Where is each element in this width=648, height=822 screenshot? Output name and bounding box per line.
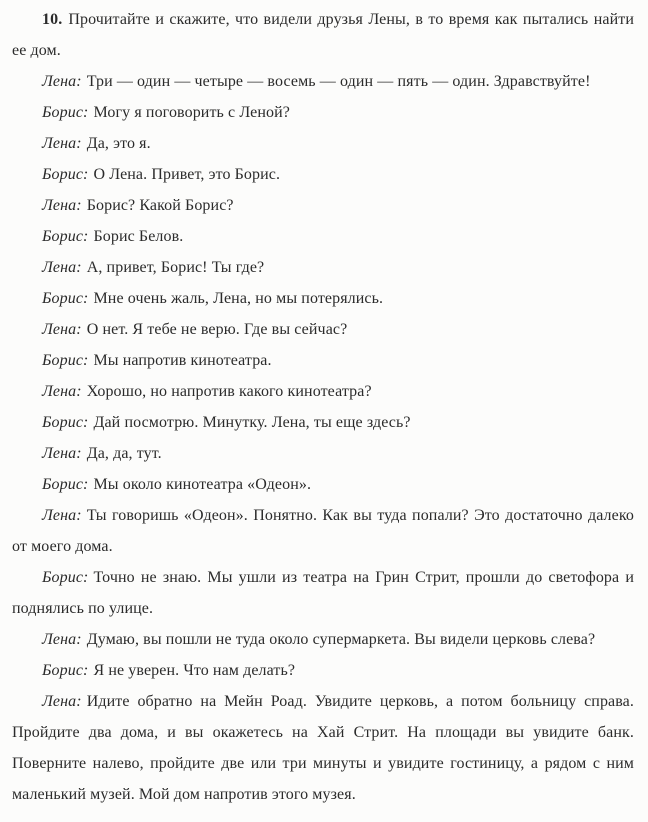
speaker-name: Борис: xyxy=(42,476,89,493)
dialogue-line xyxy=(12,190,634,221)
dialogue-line xyxy=(12,469,634,500)
speaker-name: Лена: xyxy=(42,693,82,710)
dialogue-line xyxy=(12,655,634,686)
speaker-name: Борис: xyxy=(42,569,89,586)
utterance: Хорошо, но напротив какого кинотеатра? xyxy=(86,383,372,400)
dialogue-line xyxy=(12,500,634,562)
utterance: Мне очень жаль, Лена, но мы потерялись. xyxy=(93,290,384,307)
utterance: О нет. Я тебе не верю. Где вы сейчас? xyxy=(86,321,348,338)
exercise-heading xyxy=(12,4,634,66)
utterance: Мы напротив кинотеатра. xyxy=(93,352,272,369)
dialogue-line xyxy=(12,252,634,283)
exercise-number: 10. xyxy=(42,11,63,28)
dialogue-line xyxy=(12,376,634,407)
dialogue-line xyxy=(12,562,634,624)
exercise-instruction: Прочитайте и скажите, что видели друзья Лены, в то время как пытались найти ее дом. xyxy=(12,11,634,59)
speaker-name: Лена: xyxy=(42,507,82,524)
utterance: Да, это я. xyxy=(86,135,151,152)
utterance: Дай посмотрю. Минутку. Лена, ты еще здесь? xyxy=(93,414,411,431)
utterance: Ты говоришь «Одеон». Понятно. Как вы туда попали? Это достаточно далеко от моего дома. xyxy=(12,507,634,555)
utterance: Борис Белов. xyxy=(93,228,184,245)
utterance: Идите обратно на Мейн Роад. Увидите церковь, а потом больницу справа. Пройдите два дома, и вы окажетесь на Хай Стрит. На площади вы увидите банк. Поверните налево, пройдите две или три минуты и увидите гостиницу, а рядом с ним маленький музей. Мой дом напротив этого музея. xyxy=(12,693,634,803)
speaker-name: Борис: xyxy=(42,352,89,369)
speaker-name: Борис: xyxy=(42,104,89,121)
speaker-name: Лена: xyxy=(42,259,82,276)
speaker-name: Лена: xyxy=(42,383,82,400)
speaker-name: Лена: xyxy=(42,321,82,338)
speaker-name: Борис: xyxy=(42,228,89,245)
dialogue-line xyxy=(12,314,634,345)
utterance: Да, да, тут. xyxy=(86,445,162,462)
dialogue-line xyxy=(12,283,634,314)
dialogue-line xyxy=(12,128,634,159)
speaker-name: Борис: xyxy=(42,414,89,431)
utterance: А, привет, Борис! Ты где? xyxy=(86,259,265,276)
speaker-name: Лена: xyxy=(42,631,82,648)
speaker-name: Лена: xyxy=(42,197,82,214)
speaker-name: Лена: xyxy=(42,135,82,152)
speaker-name: Лена: xyxy=(42,445,82,462)
utterance: Мы около кинотеатра «Одеон». xyxy=(93,476,312,493)
dialogue-line xyxy=(12,407,634,438)
speaker-name: Борис: xyxy=(42,290,89,307)
dialogue-line xyxy=(12,686,634,810)
speaker-name: Борис: xyxy=(42,662,89,679)
dialogue-line xyxy=(12,97,634,128)
utterance: О Лена. Привет, это Борис. xyxy=(93,166,281,183)
utterance: Борис? Какой Борис? xyxy=(86,197,234,214)
speaker-name: Борис: xyxy=(42,166,89,183)
utterance: Я не уверен. Что нам делать? xyxy=(93,662,296,679)
utterance: Точно не знаю. Мы ушли из театра на Грин Стрит, прошли до светофора и поднялись по улице. xyxy=(12,569,634,617)
dialogue-line xyxy=(12,66,634,97)
utterance: Могу я поговорить с Леной? xyxy=(93,104,291,121)
speaker-name: Лена: xyxy=(42,73,82,90)
utterance: Три — один — четыре — восемь — один — пять — один. Здравствуйте! xyxy=(86,73,591,90)
dialogue-line xyxy=(12,624,634,655)
dialogue-line xyxy=(12,159,634,190)
utterance: Думаю, вы пошли не туда около супермаркета. Вы видели церковь слева? xyxy=(86,631,596,648)
dialogue-line xyxy=(12,221,634,252)
dialogue-line xyxy=(12,438,634,469)
dialogue-line xyxy=(12,345,634,376)
